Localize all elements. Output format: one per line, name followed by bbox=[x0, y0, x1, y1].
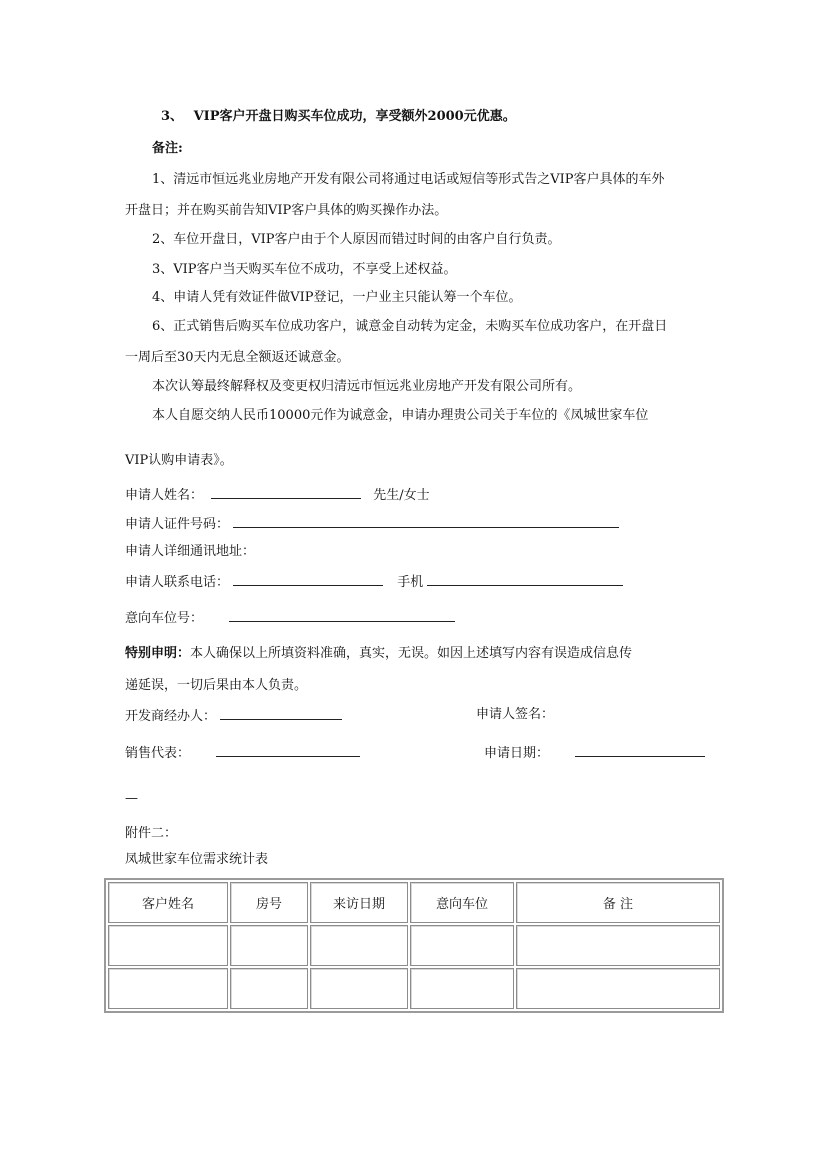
attachment-title: 凤城世家车位需求统计表 bbox=[125, 852, 269, 867]
note-line: 一周后至30天内无息全额返还诚意金。 bbox=[125, 350, 350, 365]
declaration-title: 特别申明： bbox=[125, 646, 191, 661]
mobile-label: 手机 bbox=[397, 575, 424, 590]
sales-rep-label: 销售代表： bbox=[125, 746, 191, 761]
applicant-name-label: 申请人姓名： bbox=[125, 488, 204, 503]
developer-agent-row bbox=[125, 706, 342, 726]
parking-space-row bbox=[125, 608, 455, 628]
note-line: 4、申请人凭有效证件做VIP登记，一户业主只能认筹一个车位。 bbox=[152, 290, 522, 305]
header-visit-date: 来访日期 bbox=[310, 882, 408, 923]
parking-space-label: 意向车位号： bbox=[125, 611, 204, 626]
attachment-label: 附件二： bbox=[125, 826, 178, 841]
parking-space-field[interactable] bbox=[229, 608, 455, 622]
table-cell[interactable] bbox=[410, 925, 514, 966]
table-cell[interactable] bbox=[108, 968, 228, 1009]
table-row bbox=[108, 925, 720, 966]
application-date-row bbox=[484, 743, 705, 763]
notes-title: 备注: bbox=[152, 141, 183, 156]
applicant-name-suffix: 先生/女士 bbox=[373, 488, 430, 503]
note-line: 开盘日；并在购买前告知VIP客户具体的购买操作办法。 bbox=[125, 203, 448, 218]
header-customer-name: 客户姓名 bbox=[108, 882, 228, 923]
applicant-id-field[interactable] bbox=[233, 514, 619, 528]
table-cell[interactable] bbox=[230, 968, 308, 1009]
applicant-id-label: 申请人证件号码： bbox=[125, 517, 230, 532]
note-line: 6、正式销售后购买车位成功客户，诚意金自动转为定金，未购买车位成功客户，在开盘日 bbox=[152, 319, 668, 334]
heading-text: VIP客户开盘日购买车位成功，享受额外2000元优惠。 bbox=[193, 109, 516, 124]
applicant-name-field[interactable] bbox=[211, 485, 361, 499]
heading-number: 3、 bbox=[161, 109, 184, 124]
table-cell[interactable] bbox=[410, 968, 514, 1009]
applicant-phone-label: 申请人联系电话： bbox=[125, 575, 230, 590]
table-cell[interactable] bbox=[310, 968, 408, 1009]
mobile-field[interactable] bbox=[427, 572, 623, 586]
note-line: 本次认筹最终解释权及变更权归清远市恒远兆业房地产开发有限公司所有。 bbox=[152, 379, 582, 394]
note-line: 1、清远市恒远兆业房地产开发有限公司将通过电话或短信等形式告之VIP客户具体的车外 bbox=[152, 172, 665, 187]
declaration-line-2: 递延误，一切后果由本人负责。 bbox=[125, 678, 308, 693]
table-header-row bbox=[108, 882, 720, 923]
header-intended-space: 意向车位 bbox=[410, 882, 514, 923]
sales-rep-row bbox=[125, 743, 360, 763]
application-date-label: 申请日期： bbox=[484, 746, 550, 761]
demand-statistics-table bbox=[104, 878, 724, 1013]
table-cell[interactable] bbox=[230, 925, 308, 966]
note-line: VIP认购申请表》。 bbox=[125, 453, 233, 468]
applicant-phone-row bbox=[125, 572, 623, 592]
table-cell[interactable] bbox=[310, 925, 408, 966]
application-date-field[interactable] bbox=[575, 743, 705, 757]
applicant-name-row bbox=[125, 485, 430, 505]
declaration-line-1 bbox=[125, 645, 632, 663]
table-cell[interactable] bbox=[108, 925, 228, 966]
table-cell[interactable] bbox=[516, 968, 720, 1009]
benefit-heading bbox=[161, 108, 516, 126]
applicant-signature-label: 申请人签名： bbox=[476, 707, 555, 722]
note-line: 本人自愿交纳人民币10000元作为诚意金，申请办理贵公司关于车位的《凤城世家车位 bbox=[152, 408, 649, 423]
applicant-phone-field[interactable] bbox=[233, 572, 383, 586]
note-line: 2、车位开盘日，VIP客户由于个人原因而错过时间的由客户自行负责。 bbox=[152, 232, 561, 247]
dash-line: — bbox=[125, 791, 138, 806]
developer-agent-field[interactable] bbox=[220, 706, 342, 720]
table-cell[interactable] bbox=[516, 925, 720, 966]
table-row bbox=[108, 968, 720, 1009]
note-line: 3、VIP客户当天购买车位不成功，不享受上述权益。 bbox=[152, 262, 457, 277]
applicant-address-label: 申请人详细通讯地址： bbox=[125, 544, 256, 559]
sales-rep-field[interactable] bbox=[216, 743, 360, 757]
declaration-text: 本人确保以上所填资料准确，真实，无误。如因上述填写内容有误造成信息传 bbox=[190, 646, 633, 661]
header-remarks: 备 注 bbox=[516, 882, 720, 923]
header-room-number: 房号 bbox=[230, 882, 308, 923]
developer-agent-label: 开发商经办人： bbox=[125, 709, 217, 724]
applicant-id-row bbox=[125, 514, 619, 534]
